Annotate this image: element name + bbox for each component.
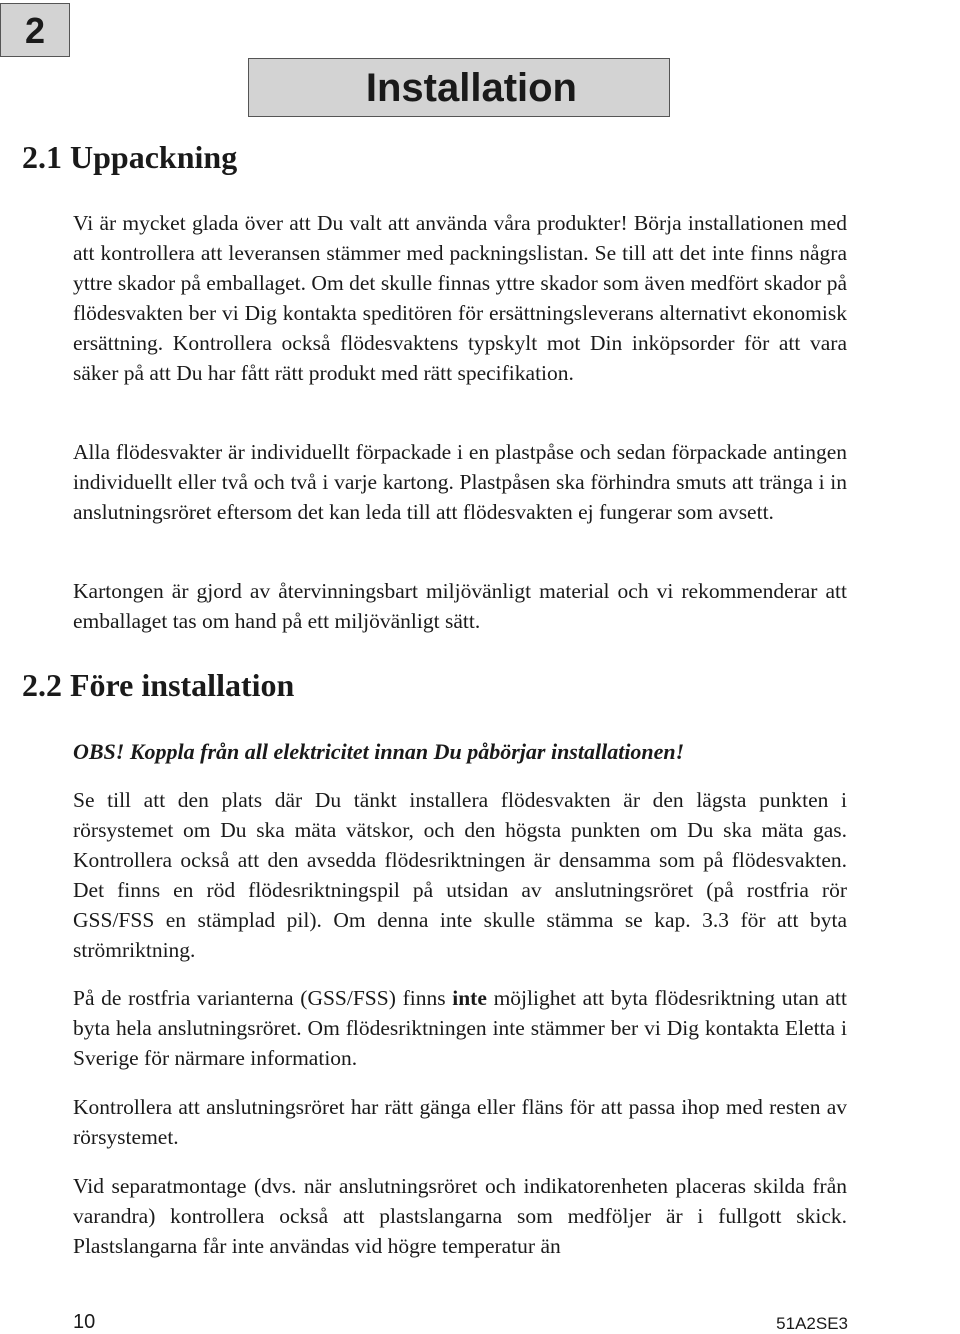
paragraph-separate-mount: Vid separatmontage (dvs. när anslutningsröret och indikatorenheten placeras skilda från varandra) kontrollera också att plastslangarna som medföljer är i fullgott skick. Plastslangarna får inte användas vid högre temperatur än: [73, 1174, 847, 1258]
page-number: 10: [73, 1311, 96, 1333]
paragraph-stainless-end: möjlighet att byta flödesriktning utan att byta hela anslutningsröret. Om flödesriktningen inte stämmer ber vi Dig kontakta Eletta i Sverige för närmare information.: [73, 986, 848, 1070]
document-code: 51A2SE3: [776, 1314, 848, 1333]
section-heading-uppackning: 2.1 Uppackning: [22, 139, 238, 175]
chapter-title: Installation: [248, 58, 670, 117]
paragraph-intro: Vi är mycket glada över att Du valt att använda våra produkter! Börja installationen med att kontrollera att leveransen stämmer med packningslistan. Se till att det inte finns några yttre skador på emballaget. Om det skulle finnas yttre skador som även medfört skador på flödesvakten ber vi Dig kontakta speditören för ersättningsleverans alternativt ekonomisk ersättning. Kontrollera också flödesvaktens typskylt mot Din inköpsorder för att vara säker på att Du har fått rätt produkt med rätt specifikation.: [73, 211, 847, 385]
paragraph-stainless: [73, 983, 847, 1073]
paragraph-recycling: Kartongen är gjord av återvinningsbart miljövänligt material och vi rekommenderar att emballaget tas om hand på ett miljövänligt sätt.: [73, 579, 847, 633]
section-heading-fore-installation: 2.2 Före installation: [22, 667, 295, 703]
chapter-number: 2: [0, 3, 70, 57]
paragraph-stainless-start: På de rostfria varianterna (GSS/FSS) finns: [73, 986, 453, 1010]
paragraph-packaging: Alla flödesvakter är individuellt förpackade i en plastpåse och sedan förpackade antingen individuellt eller två och två i varje kartong. Plastpåsen ska förhindra smuts att tränga i in anslutningsröret eftersom det kan leda till att flödesvakten ej fungerar som avsett.: [73, 440, 847, 524]
warning-text: OBS! Koppla från all elektricitet innan Du påbörjar installationen!: [73, 739, 685, 764]
paragraph-thread: Kontrollera att anslutningsröret har rätt gänga eller fläns för att passa ihop med resten av rörsystemet.: [73, 1095, 847, 1149]
paragraph-placement: Se till att den plats där Du tänkt installera flödesvakten är den lägsta punkten i rörsystemet om Du ska mäta vätskor, och den högsta punkten om Du ska mäta gas. Kontrollera också att den avsedda flödesriktningen är densamma som på flödesvakten. Det finns en röd flödesriktningspil på utsidan av anslutningsröret (på rostfria rör GSS/FSS en stämplad pil). Om denna inte skulle stämma se kap. 3.3 för att byta strömriktning.: [73, 788, 847, 962]
emphasis-inte: inte: [452, 986, 487, 1010]
